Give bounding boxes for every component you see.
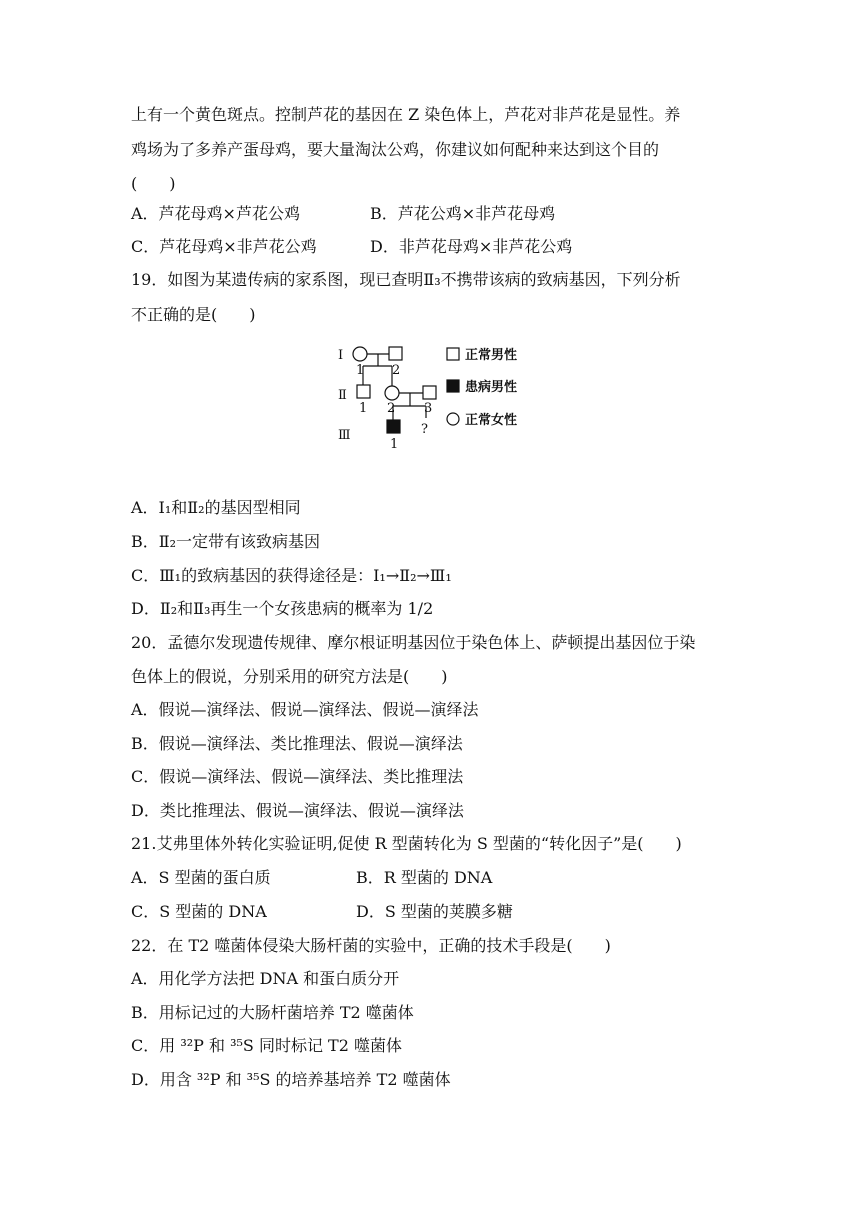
q18-option-a: A．芦花母鸡×芦花公鸡	[131, 204, 300, 223]
legend-affected-male-icon	[447, 380, 459, 392]
legend-affected-male: 患病男性	[465, 380, 518, 395]
II3-number: 3	[424, 401, 433, 416]
q18-option-b: B．芦花公鸡×非芦花母鸡	[370, 204, 556, 223]
III1-number: 1	[390, 437, 399, 452]
q18-stem-line3: ( )	[131, 174, 176, 193]
q19-stem-line1: 19．如图为某遗传病的家系图，现已查明Ⅱ₃不携带该病的致病基因，下列分析	[131, 270, 681, 289]
q19-option-b: B．Ⅱ₂一定带有该致病基因	[131, 532, 321, 551]
q21-option-d: D．S 型菌的荚膜多糖	[356, 902, 513, 921]
II1-male	[357, 385, 370, 398]
III-unknown-mark: ?	[421, 422, 428, 437]
q20-option-c: C．假说—演绎法、假说—演绎法、类比推理法	[131, 767, 464, 786]
q22-option-c: C．用 ³²P 和 ³⁵S 同时标记 T2 噬菌体	[131, 1036, 402, 1055]
q20-stem-line2: 色体上的假说，分别采用的研究方法是( )	[131, 667, 448, 686]
gen-label-2: Ⅱ	[338, 388, 347, 403]
I1-number: 1	[356, 363, 365, 378]
legend-normal-female: 正常女性	[465, 413, 518, 428]
q22-option-a: A．用化学方法把 DNA 和蛋白质分开	[131, 969, 400, 988]
I1-female	[353, 347, 367, 361]
q18-stem-line1: 上有一个黄色斑点。控制芦花的基因在 Z 染色体上，芦花对非芦花是显性。养	[131, 105, 681, 124]
q22-stem-line1: 22．在 T2 噬菌体侵染大肠杆菌的实验中，正确的技术手段是( )	[131, 936, 611, 955]
q22-option-d: D．用含 ³²P 和 ³⁵S 的培养基培养 T2 噬菌体	[131, 1070, 451, 1089]
q18-option-d: D．非芦花母鸡×非芦花公鸡	[370, 237, 573, 256]
q21-option-c: C．S 型菌的 DNA	[131, 902, 267, 921]
q19-option-d: D．Ⅱ₂和Ⅱ₃再生一个女孩患病的概率为 1/2	[131, 599, 434, 618]
q21-option-b: B．R 型菌的 DNA	[356, 868, 493, 887]
q19-option-a: A．Ⅰ₁和Ⅱ₂的基因型相同	[131, 498, 301, 517]
q21-option-a: A．S 型菌的蛋白质	[131, 868, 271, 887]
II3-male	[423, 386, 436, 399]
gen-label-1: Ⅰ	[338, 348, 344, 363]
II1-number: 1	[359, 401, 368, 416]
I2-number: 2	[392, 363, 401, 378]
q18-stem-line2: 鸡场为了多养产蛋母鸡，要大量淘汰公鸡，你建议如何配种来达到这个目的	[131, 140, 660, 159]
legend-normal-male-icon	[447, 348, 459, 360]
q21-stem-line1: 21.艾弗里体外转化实验证明,促使 R 型菌转化为 S 型菌的“转化因子”是( )	[131, 834, 682, 853]
q22-option-b: B．用标记过的大肠杆菌培养 T2 噬菌体	[131, 1003, 414, 1022]
q20-option-d: D．类比推理法、假说—演绎法、假说—演绎法	[131, 801, 464, 820]
I2-male	[389, 347, 402, 360]
q20-option-b: B．假说—演绎法、类比推理法、假说—演绎法	[131, 734, 463, 753]
gen-label-3: Ⅲ	[338, 428, 351, 443]
III1-affected-male	[387, 420, 400, 433]
legend-normal-male: 正常男性	[465, 348, 518, 363]
q18-option-c: C．芦花母鸡×非芦花公鸡	[131, 237, 317, 256]
q20-stem-line1: 20．孟德尔发现遗传规律、摩尔根证明基因位于染色体上、萨顿提出基因位于染	[131, 633, 696, 652]
q19-stem-line2: 不正确的是( )	[131, 305, 256, 324]
q20-option-a: A．假说—演绎法、假说—演绎法、假说—演绎法	[131, 700, 479, 719]
II2-female	[385, 386, 399, 400]
II2-number: 2	[387, 401, 396, 416]
legend-normal-female-icon	[447, 413, 459, 425]
q19-option-c: C．Ⅲ₁的致病基因的获得途径是：Ⅰ₁→Ⅱ₂→Ⅲ₁	[131, 566, 452, 585]
pedigree-diagram	[330, 338, 550, 458]
